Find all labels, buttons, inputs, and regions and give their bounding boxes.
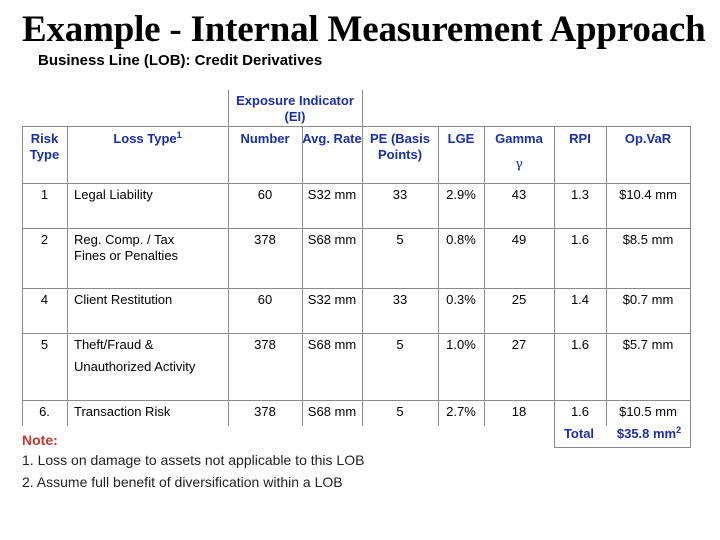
avg-rate-cell: S32 mm [307, 187, 357, 202]
loss-type-cell-line2: Unauthorized Activity [74, 359, 196, 374]
rpi-cell: 1.6 [570, 404, 590, 419]
gamma-cell: 18 [511, 404, 527, 419]
opvar-cell: $8.5 mm [622, 232, 674, 247]
avg-rate-cell: S68 mm [307, 232, 357, 247]
grid-line [606, 126, 607, 426]
grid-line [22, 183, 690, 184]
lge-cell: 2.7% [446, 404, 476, 419]
total-value: $35.8 $mm^2$ [616, 425, 682, 441]
number-cell: 378 [254, 232, 276, 247]
note-line: 2. Assume full benefit of diversification within a LOB [22, 474, 343, 490]
number-cell: 60 [257, 292, 273, 307]
lge-cell: 0.3% [446, 292, 476, 307]
rpi-cell: 1.3 [570, 187, 590, 202]
loss-type-cell: Reg. Comp. / Tax [74, 232, 175, 247]
grid-line [554, 447, 690, 448]
risk-type-cell: 2 [40, 232, 49, 247]
gamma-cell: 25 [511, 292, 527, 307]
loss-type-cell: Client Restitution [74, 292, 173, 307]
grid-line [22, 126, 690, 127]
number-cell: 378 [254, 337, 276, 352]
risk-type-cell: 5 [40, 337, 49, 352]
avg-rate-cell: S68 mm [307, 337, 357, 352]
loss-type-cell: Theft/Fraud & [74, 337, 154, 352]
lge-cell: 2.9% [446, 187, 476, 202]
opvar-cell: $10.4 mm [619, 187, 677, 202]
avg-rate-cell: S68 mm [307, 404, 357, 419]
grid-line [438, 126, 439, 426]
header-avg-rate: Avg. Rate [302, 131, 362, 146]
grid-line [22, 126, 23, 426]
grid-line [302, 126, 303, 426]
business-line-subtitle: Business Line (LOB): Credit Derivatives [38, 52, 323, 69]
rpi-cell: 1.6 [570, 337, 590, 352]
loss-type-cell-line2: Fines or Penalties [74, 248, 179, 263]
exposure-indicator-header: Exposure Indicator (EI) [236, 93, 354, 124]
note-line: 1. Loss on damage to assets not applicable to this LOB [22, 452, 365, 468]
loss-type-cell: Transaction Risk [74, 404, 171, 419]
gamma-cell: 49 [511, 232, 527, 247]
page-title: Example - Internal Measurement Approach [22, 9, 706, 50]
pe-cell: 5 [396, 232, 404, 247]
grid-line [22, 288, 690, 289]
opvar-cell: $0.7 mm [622, 292, 674, 307]
lge-cell: 1.0% [446, 337, 476, 352]
pe-cell: 5 [396, 337, 404, 352]
grid-line [67, 126, 68, 426]
loss-type-cell: Legal Liability [74, 187, 153, 202]
gamma-symbol: γ [515, 157, 523, 172]
number-cell: 378 [254, 404, 276, 419]
header-number: Number [240, 131, 290, 146]
grid-line [22, 400, 690, 401]
notes-title: Note: [22, 432, 58, 448]
rpi-cell: 1.6 [570, 232, 590, 247]
header-rpi: RPI [569, 131, 591, 146]
rpi-cell: 1.4 [570, 292, 590, 307]
header-risk-type: Risk Type [29, 131, 60, 162]
pe-cell: 33 [392, 187, 408, 202]
lge-cell: 0.8% [446, 232, 476, 247]
total-label: Total [563, 426, 595, 441]
header-gamma: Gamma [495, 131, 543, 146]
header-lge: LGE [447, 131, 475, 146]
gamma-cell: 43 [511, 187, 527, 202]
pe-cell: 5 [396, 404, 404, 419]
grid-line [22, 333, 690, 334]
avg-rate-cell: S32 mm [307, 292, 357, 307]
gamma-cell: 27 [511, 337, 527, 352]
risk-type-cell: 4 [40, 292, 49, 307]
risk-type-cell: 1 [40, 187, 49, 202]
header-opvar: Op.VaR [624, 131, 672, 146]
risk-type-cell: 6. [39, 404, 50, 419]
header-loss-type: Loss Type$^1$ [113, 130, 182, 146]
pe-cell: 33 [392, 292, 408, 307]
header-pe: PE (Basis Points) [370, 131, 430, 162]
grid-line [22, 228, 690, 229]
number-cell: 60 [257, 187, 273, 202]
opvar-cell: $10.5 mm [619, 404, 677, 419]
opvar-cell: $5.7 mm [622, 337, 674, 352]
grid-line [690, 126, 691, 448]
